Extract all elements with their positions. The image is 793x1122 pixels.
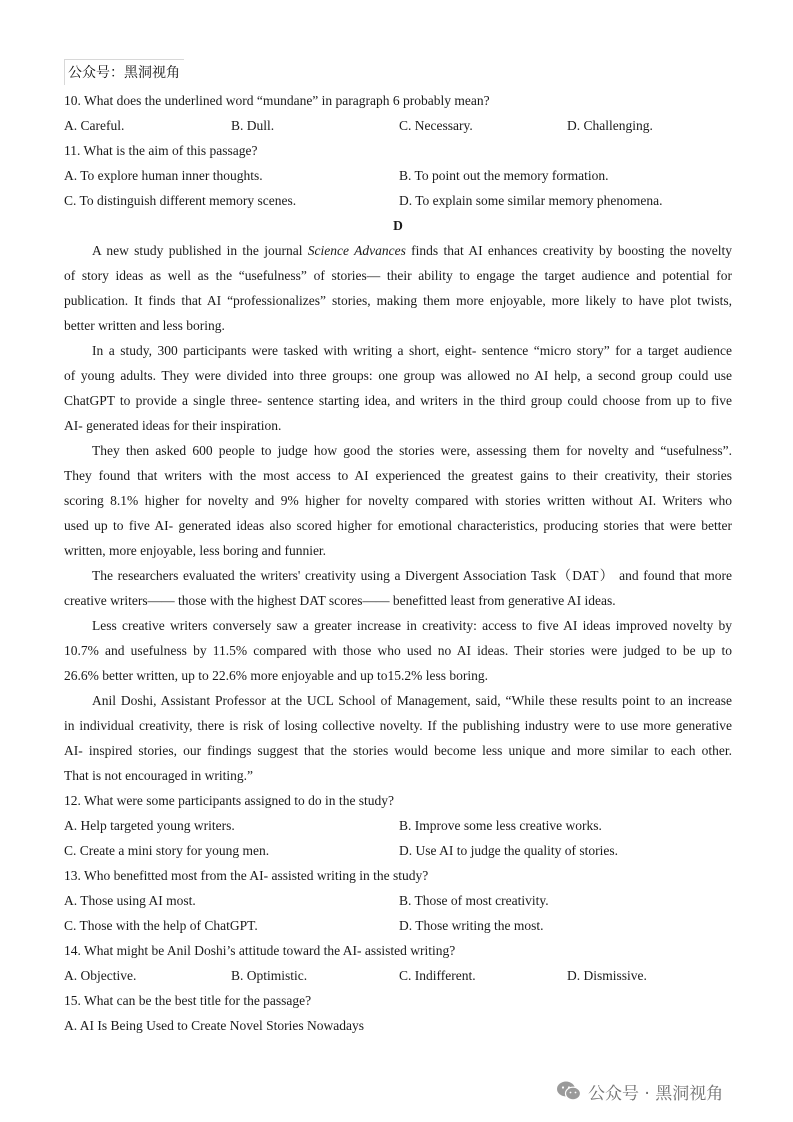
passage-paragraph-3 (64, 438, 732, 563)
p3-line-4: used up to five AI- generated ideas also scored higher for emotional characteristics, producing stories that were better (64, 518, 732, 533)
p1-line-1: A new study published in the journal Science Advances finds that AI enhances creativity by boosting the novelty (92, 243, 733, 258)
question-12-stem: 12. What were some participants assigned to do in the study? (64, 793, 395, 808)
question-10-stem: 10. What does the underlined word “mundane” in paragraph 6 probably mean? (64, 93, 490, 108)
q11-option-a: A. To explore human inner thoughts. (64, 168, 263, 183)
question-11-stem: 11. What is the aim of this passage? (64, 143, 258, 158)
wechat-icon (556, 1080, 582, 1102)
q13-option-b: B. Those of most creativity. (399, 893, 549, 908)
q11-option-d: D. To explain some similar memory phenomena. (399, 193, 663, 208)
question-11-options-row2 (64, 188, 732, 213)
q12-option-b: B. Improve some less creative works. (399, 818, 602, 833)
p2-line-3: ChatGPT to provide a single three- sentence starting idea, and writers in the third group could choose from up to five (64, 393, 732, 408)
p5-line-2: 10.7% and usefulness by 11.5% compared with those who used no AI ideas. Their stories were judged to be up to (64, 643, 732, 658)
q11-option-c: C. To distinguish different memory scenes. (64, 193, 297, 208)
p3-line-5: written, more enjoyable, less boring and funnier. (64, 543, 327, 558)
p1-line-3: publication. It finds that AI “professionalizes” stories, making them more enjoyable, more likely to have plot twists, (64, 293, 732, 308)
p6-line-4: That is not encouraged in writing.” (64, 768, 253, 783)
q14-option-c: C. Indifferent. (399, 968, 476, 983)
question-12-options-row2 (64, 838, 732, 863)
q10-option-c: C. Necessary. (399, 118, 473, 133)
q10-option-a: A. Careful. (64, 118, 125, 133)
p4-line-2: creative writers—— those with the highest DAT scores—— benefitted least from generative AI ideas. (64, 593, 616, 608)
p3-line-3: scoring 8.1% higher for novelty and 9% higher for novelty compared with stories written without AI. Writers who (64, 493, 732, 508)
q12-option-c: C. Create a mini story for young men. (64, 843, 270, 858)
p6-line-1: Anil Doshi, Assistant Professor at the UCL School of Management, said, “While these results point to an increase (92, 693, 732, 708)
q12-option-d: D. Use AI to judge the quality of stories. (399, 843, 618, 858)
question-11-options-row1 (64, 163, 732, 188)
q14-option-d: D. Dismissive. (567, 968, 647, 983)
p3-line-1: They then asked 600 people to judge how good the stories were, assessing them for novelty and “usefulness”. (92, 443, 732, 458)
p2-line-2: of young adults. They were divided into three groups: one group was allowed no AI help, a second group could use (64, 368, 732, 383)
journal-name: Science Advances (307, 243, 406, 258)
question-10-options (64, 113, 732, 138)
p2-line-4: AI- generated ideas for their inspiration. (64, 418, 282, 433)
watermark (556, 1078, 723, 1104)
q13-option-d: D. Those writing the most. (399, 918, 544, 933)
p5-line-3: 26.6% better written, up to 22.6% more enjoyable and up to15.2% less boring. (64, 668, 489, 683)
q13-option-c: C. Those with the help of ChatGPT. (64, 918, 258, 933)
q14-option-b: B. Optimistic. (231, 968, 308, 983)
p4-line-1: The researchers evaluated the writers' creativity using a Divergent Association Task（DAT） and found that more (92, 568, 732, 583)
p1-line-2: of story ideas as well as the “usefulness” of stories— their ability to engage the target audience and potential for (64, 268, 732, 283)
p6-line-3: AI- inspired stories, our findings suggest that the stories would become less unique and more similar to each other. (64, 743, 732, 758)
p2-line-1: In a study, 300 participants were tasked with writing a short, eight- sentence “micro story” for a target audience (92, 343, 732, 358)
watermark-text: 公众号 · 黑洞视角 (588, 1083, 724, 1104)
q15-option-a: A. AI Is Being Used to Create Novel Stories Nowadays (64, 1018, 364, 1033)
q12-option-a: A. Help targeted young writers. (64, 818, 235, 833)
question-14-options (64, 963, 732, 988)
q13-option-a: A. Those using AI most. (64, 893, 196, 908)
section-heading: D (393, 218, 403, 233)
passage-paragraph-2 (64, 338, 732, 438)
exam-content (64, 88, 732, 1038)
p3-line-2: They found that writers with the most access to AI experienced the greatest gains to their creativity, their stories (64, 468, 732, 483)
question-13-options-row1 (64, 888, 732, 913)
p1-line-4: better written and less boring. (64, 318, 225, 333)
q11-option-b: B. To point out the memory formation. (399, 168, 609, 183)
question-13-options-row2 (64, 913, 732, 938)
question-14-stem: 14. What might be Anil Doshi’s attitude toward the AI- assisted writing? (64, 943, 456, 958)
passage-paragraph-4 (64, 563, 732, 613)
question-12-options-row1 (64, 813, 732, 838)
p5-line-1: Less creative writers conversely saw a greater increase in creativity: access to five AI ideas improved novelty by (92, 618, 732, 633)
p6-line-2: in individual creativity, there is risk of losing collective novelty. If the publishing industry were to use more generative (64, 718, 732, 733)
q14-option-a: A. Objective. (64, 968, 137, 983)
q10-option-d: D. Challenging. (567, 118, 653, 133)
account-tag: 公众号：黑洞视角 (64, 59, 184, 85)
question-15-stem: 15. What can be the best title for the passage? (64, 993, 312, 1008)
passage-paragraph-1 (64, 238, 732, 338)
question-13-stem: 13. Who benefitted most from the AI- assisted writing in the study? (64, 868, 429, 883)
q10-option-b: B. Dull. (231, 118, 275, 133)
passage-paragraph-6 (64, 688, 732, 788)
passage-paragraph-5 (64, 613, 732, 688)
